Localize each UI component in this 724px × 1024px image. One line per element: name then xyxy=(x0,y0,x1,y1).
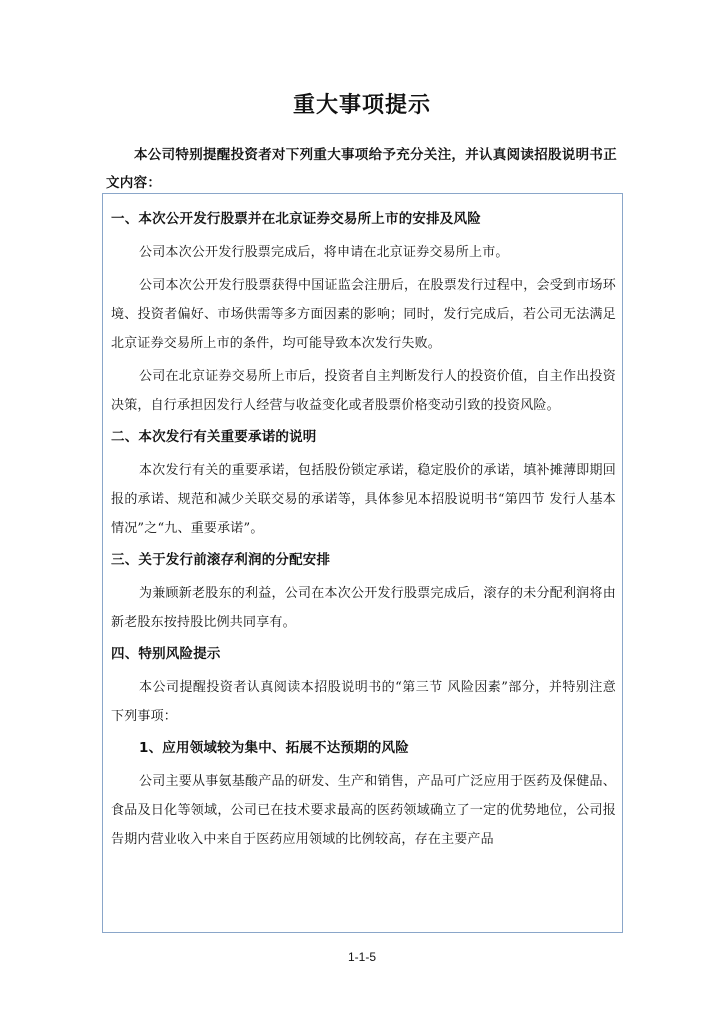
paragraph: 公司在北京证券交易所上市后，投资者自主判断发行人的投资价值，自主作出投资决策，自行承担因发行人经营与收益变化或者股票价格变动引致的投资风险。 xyxy=(111,369,616,413)
section-heading: 四、特别风险提示 xyxy=(111,646,221,662)
paragraph: 为兼顾新老股东的利益，公司在本次公开发行股票完成后，滚存的未分配利润将由新老股东按持股比例共同享有。 xyxy=(111,586,616,630)
page-number: 1-1-5 xyxy=(347,950,376,964)
page-title: 重大事项提示 xyxy=(292,93,431,118)
paragraph: 本次发行有关的重要承诺，包括股份锁定承诺，稳定股价的承诺，填补摊薄即期回报的承诺、规范和减少关联交易的承诺等，具体参见本招股说明书“第四节 发行人基本情况”之“九、重要承诺”。 xyxy=(111,463,616,536)
section-heading: 一、本次公开发行股票并在北京证券交易所上市的安排及风险 xyxy=(111,211,481,227)
paragraph: 公司本次公开发行股票完成后，将申请在北京证券交易所上市。 xyxy=(139,245,509,260)
paragraph: 公司本次公开发行股票获得中国证监会注册后，在股票发行过程中，会受到市场环境、投资者偏好、市场供需等多方面因素的影响；同时，发行完成后，若公司无法满足北京证券交易所上市的条件，均可能导致本次发行失败。 xyxy=(111,278,616,351)
paragraph: 公司主要从事氨基酸产品的研发、生产和销售，产品可广泛应用于医药及保健品、食品及日化等领域，公司已在技术要求最高的医药领域确立了一定的优势地位，公司报告期内营业收入中来自于医药应用领域的比例较高，存在主要产品 xyxy=(111,774,616,847)
notice-box xyxy=(102,193,623,933)
subsection-heading: 1、应用领域较为集中、拓展不达预期的风险 xyxy=(139,740,409,756)
paragraph: 本公司提醒投资者认真阅读本招股说明书的“第三节 风险因素”部分，并特别注意下列事项： xyxy=(111,680,616,724)
section-heading: 二、本次发行有关重要承诺的说明 xyxy=(111,429,317,445)
section-heading: 三、关于发行前滚存利润的分配安排 xyxy=(111,552,331,568)
intro-notice: 本公司特别提醒投资者对下列重大事项给予充分关注，并认真阅读招股说明书正文内容： xyxy=(106,147,617,191)
